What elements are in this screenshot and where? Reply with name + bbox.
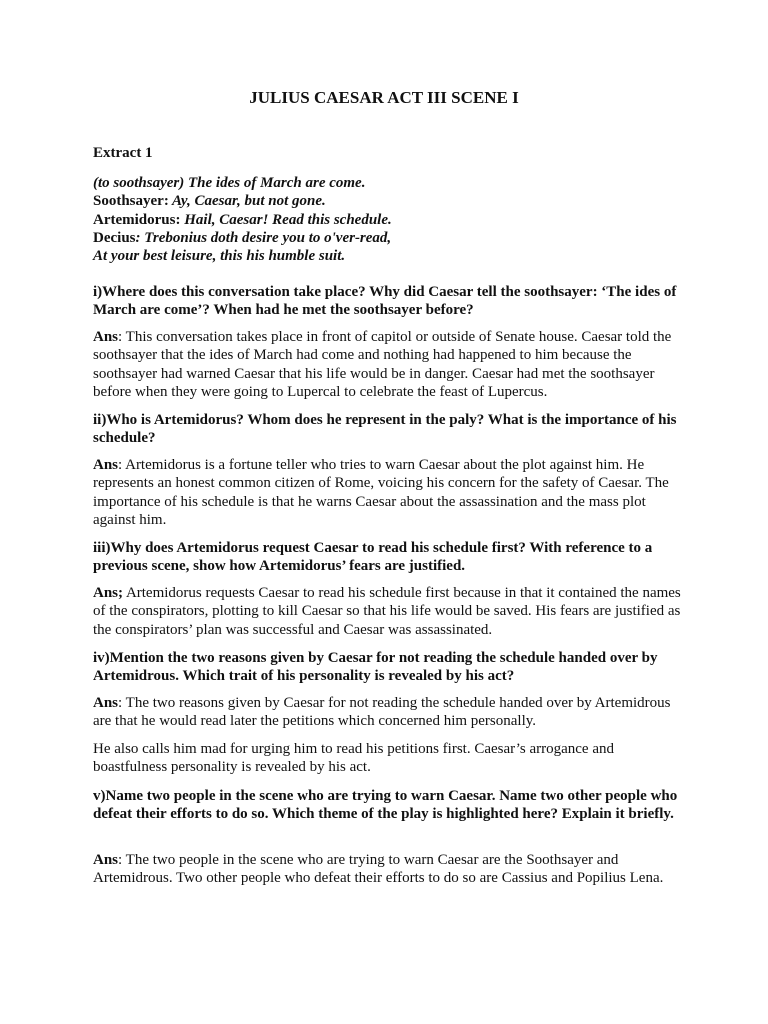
extract-label: Extract 1 — [93, 145, 153, 161]
answer-body: : Artemidorus is a fortune teller who tries to warn Caesar about the plot against him. He represents an honest common citizen of Rome, voicing his concern for the safety of Caesar. The importance of his schedule is that he warns Caesar about the assassination and the mass plot against him. — [93, 457, 669, 529]
answer-prefix: Ans; — [93, 585, 124, 601]
answer-text — [93, 694, 683, 731]
answer-body: : The two people in the scene who are trying to warn Caesar are the Soothsayer and Artemidrous. Two other people who defeat their efforts to do so are Cassius and Popilius Lena. — [93, 852, 664, 887]
answer-body: Artemidorus requests Caesar to read his schedule first because in that it contained the names of the conspirators, plotting to kill Caesar so that his life would be saved. His fears are justified as the conspirators’ plan was successful and Caesar was assassinated. — [93, 585, 681, 638]
extract-quote — [93, 174, 693, 265]
extract-text: (to soothsayer) The ides of March are come. — [93, 175, 366, 191]
answer-text — [93, 456, 683, 530]
question-text: ii)Who is Artemidorus? Whom does he represent in the paly? What is the importance of his schedule? — [93, 412, 677, 447]
extract-line — [93, 192, 693, 210]
question-block — [93, 411, 683, 448]
extract-text: Ay, Caesar, but not gone. — [168, 193, 326, 210]
answer-block — [93, 740, 683, 777]
page-title: JULIUS CAESAR ACT III SCENE I — [249, 88, 519, 107]
answer-block — [93, 584, 683, 639]
question-block — [93, 283, 683, 320]
question-text: i)Where does this conversation take place? Why did Caesar tell the soothsayer: ‘The ides of March are come’? When had he met the soothsayer before? — [93, 284, 677, 319]
extract-line — [93, 211, 693, 229]
question-text: iii)Why does Artemidorus request Caesar to read his schedule first? With reference to a previous scene, show how Artemidorus’ fears are justified. — [93, 540, 653, 575]
answer-block — [93, 694, 683, 731]
question-text: iv)Mention the two reasons given by Caesar for not reading the schedule handed over by Artemidrous. Which trait of his personality is revealed by his act? — [93, 650, 658, 685]
answer-prefix: Ans — [93, 695, 119, 711]
extract-line — [93, 174, 693, 192]
answer-prefix: Ans — [93, 329, 119, 345]
extract-text: Hail, Caesar! Read this schedule. — [180, 211, 392, 228]
answer-prefix: Ans — [93, 457, 119, 473]
answer-block — [93, 851, 683, 888]
answer-body: : This conversation takes place in front of capitol or outside of Senate house. Caesar told the soothsayer that the ides of March had come and nothing had happened to him because the soothsayer had warned Caesar that his life would be in danger. Caesar had met the soothsayer before when they were going to Lupercal to celebrate the feast of Lupercus. — [93, 329, 672, 401]
extract-speaker: Soothsayer: — [93, 193, 169, 210]
answer-text — [93, 328, 683, 402]
answer-text — [93, 851, 683, 888]
answer-block — [93, 328, 683, 402]
extract-text: : Trebonius doth desire you to o'ver-read, — [135, 229, 392, 246]
question-block — [93, 539, 683, 576]
extract-speaker: Decius — [93, 229, 136, 246]
extract-line — [93, 229, 693, 247]
answer-prefix: Ans — [93, 852, 119, 868]
answer-text — [93, 584, 683, 639]
answer-body: He also calls him mad for urging him to read his petitions first. Caesar’s arrogance and boastfulness personality is revealed by his act. — [93, 741, 614, 776]
extract-line — [93, 247, 693, 265]
answer-text — [93, 740, 683, 777]
extract-speaker: Artemidorus: — [93, 211, 181, 228]
answer-block — [93, 456, 683, 530]
extract-text: At your best leisure, this his humble suit. — [93, 248, 346, 265]
question-text: v)Name two people in the scene who are trying to warn Caesar. Name two other people who defeat their efforts to do so. Which theme of the play is highlighted here? Explain it briefly. — [93, 788, 678, 823]
question-block — [93, 787, 683, 824]
question-block — [93, 649, 683, 686]
answer-body: : The two reasons given by Caesar for not reading the schedule handed over by Artemidrous are that he would read later the petitions which concerned him personally. — [93, 695, 671, 730]
